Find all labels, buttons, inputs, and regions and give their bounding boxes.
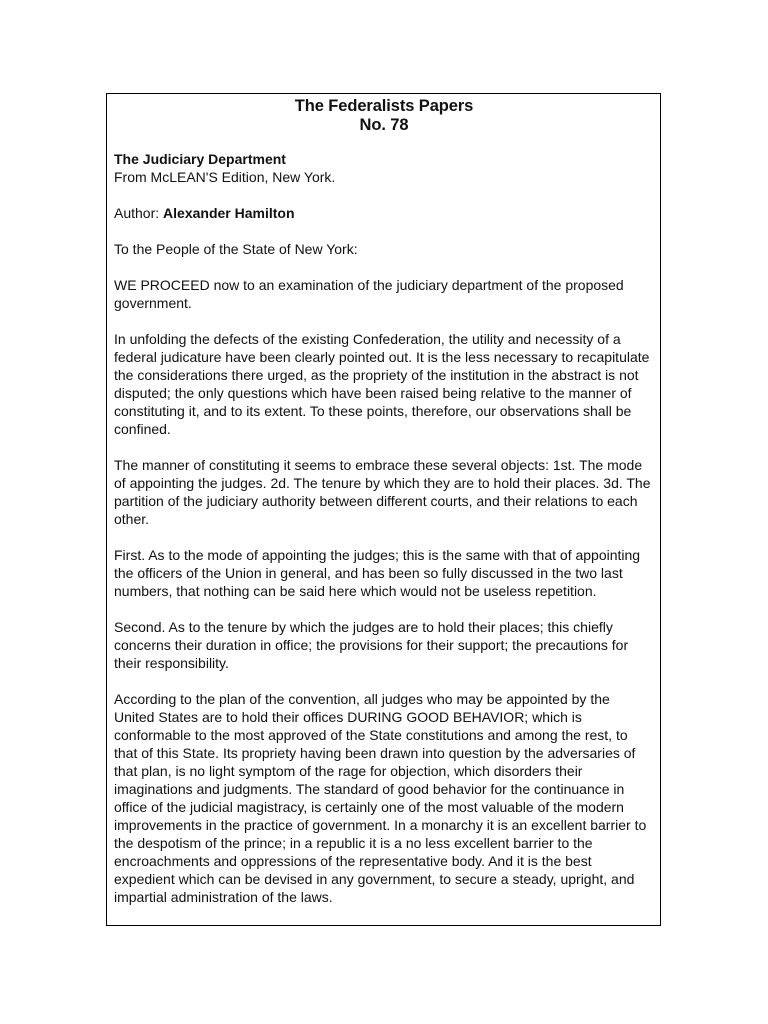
paragraph-3: The manner of constituting it seems to embrace these several objects: 1st. The mode of appointing the judges. 2d. The tenure by which they are to hold their places. 3d. The partition of the judiciary authority between different courts, and their relations to each other. [114,457,651,527]
author-name: Alexander Hamilton [163,205,295,221]
document-title [114,97,654,135]
paragraph-1: WE PROCEED now to an examination of the judiciary department of the proposed government. [114,277,624,311]
section-subtitle: The Judiciary Department [114,151,286,167]
paragraph-5: Second. As to the tenure by which the judges are to hold their places; this chiefly concerns their duration in office; the provisions for their support; the precautions for their responsibility. [114,619,629,671]
edition-line: From McLEAN'S Edition, New York. [114,169,336,185]
title-line-1: The Federalists Papers [294,97,474,115]
document-page [106,93,661,926]
salutation: To the People of the State of New York: [114,241,358,257]
paragraph-4: First. As to the mode of appointing the judges; this is the same with that of appointing the officers of the Union in general, and has been so fully discussed in the two last numbers, that nothing can be said here which would not be useless repetition. [114,547,641,599]
title-line-2: No. 78 [359,116,409,134]
section-heading [114,150,654,186]
paragraph-2: In unfolding the defects of the existing Confederation, the utility and necessity of a federal judicature have been clearly pointed out. It is the less necessary to recapitulate the considerations there urged, as the propriety of the institution in the abstract is not disputed; the only questions which have been raised being relative to the manner of constituting it, and to its extent. To these points, therefore, our observations shall be confined. [114,331,650,437]
author-label: Author: [114,205,164,221]
author-line [114,204,654,222]
paragraph-6: According to the plan of the convention, all judges who may be appointed by the United States are to hold their offices DURING GOOD BEHAVIOR; which is conformable to the most approved of the State constitutions and among the rest, to that of this State. Its propriety having been drawn into question by the adversaries of that plan, is no light symptom of the rage for objection, which disorders their imaginations and judgments. The standard of good behavior for the continuance in office of the judicial magistracy, is certainly one of the most valuable of the modern improvements in the practice of government. In a monarchy it is an excellent barrier to the despotism of the prince; in a republic it is a no less excellent barrier to the encroachments and oppressions of the representative body. And it is the best expedient which can be devised in any government, to secure a steady, upright, and impartial administration of the laws. [114,691,647,905]
